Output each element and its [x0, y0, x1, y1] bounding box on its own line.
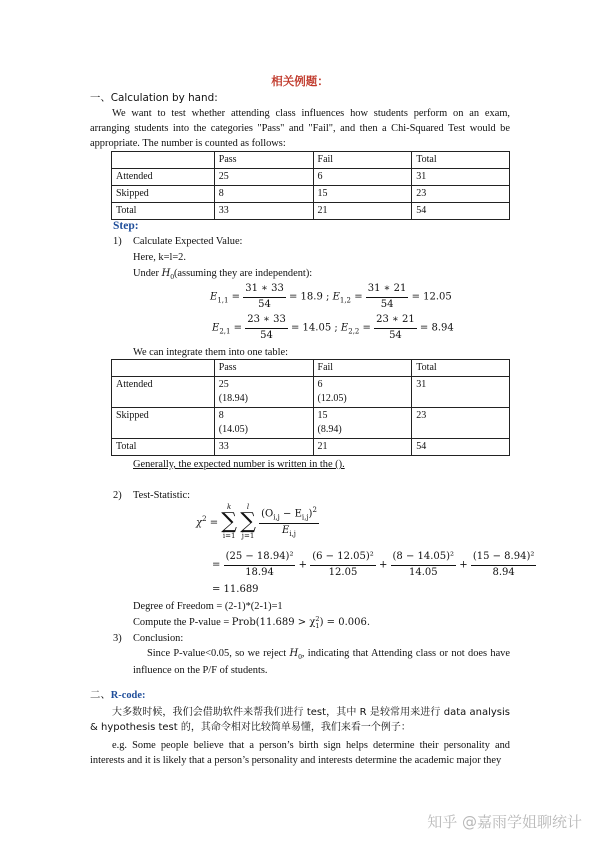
section2-para1: 大多数时候，我们会借助软件来帮我们进行 test，其中 R 是较常用来进行 data analysis & hypothesis test 的，其命令相对比较简单易懂，我们来看一个例子： — [90, 707, 510, 733]
table-cell: Attended — [112, 377, 215, 408]
table-cell: 6 (12.05) — [313, 377, 412, 408]
table-cell: 15 (8.94) — [313, 408, 412, 439]
table-cell: 33 — [214, 439, 313, 456]
table-cell: Skipped — [112, 186, 215, 203]
expected-eq-row1: $E_{1,1}$ = $\frac{31 ∗ 33}{54}$ = 18.9 ; $E_{1,2}$ = $\frac{31 ∗ 21}{54}$ = 12.05 — [210, 283, 452, 310]
integrate-text: We can integrate them into one table: — [133, 347, 288, 358]
page-title: 相关例题： — [271, 74, 329, 88]
table-cell: 25 — [214, 169, 313, 186]
step-label: Step: — [113, 220, 139, 232]
table-cell: Skipped — [112, 408, 215, 439]
section1-heading: 一、Calculation by hand: — [90, 92, 218, 104]
table-cell: 23 — [412, 408, 510, 439]
step2-heading: 2) Test-Statistic: — [113, 490, 190, 501]
table-cell: Total — [112, 203, 215, 220]
expected-eq-row2: $E_{2,1}$ = $\frac{23 ∗ 33}{54}$ = 14.05 ; $E_{2,2}$ = $\frac{23 ∗ 21}{54}$ = 8.94 — [212, 314, 454, 341]
table-cell: 21 — [313, 439, 412, 456]
expected-table — [111, 359, 510, 456]
p-value-line: Compute the P-value = Prob(11.689 > χ 2 1 ) = 0.006. — [133, 615, 371, 630]
table-cell: Pass — [214, 360, 313, 377]
chi-square-formula: $\chi^2$ = k ∑ i=1 l ∑ j=1 $\frac{(O_{i,j} - E_{i,j})^2}{E_{i,j}}$ — [196, 503, 317, 540]
watermark: 知乎 @嘉雨学姐聊统计 — [427, 813, 582, 832]
table-cell: 33 — [214, 203, 313, 220]
table-cell: 54 — [412, 439, 510, 456]
table-cell: Pass — [214, 152, 313, 169]
table-cell: 21 — [313, 203, 412, 220]
table-cell: 6 — [313, 169, 412, 186]
table-cell — [112, 152, 215, 169]
table-header-row — [112, 152, 510, 169]
table-cell: 8 (14.05) — [214, 408, 313, 439]
chi-square-result: = 11.689 — [212, 584, 259, 595]
step3-heading: 3) Conclusion: — [113, 633, 184, 644]
table-cell: Fail — [313, 360, 412, 377]
step1-heading: 1) Calculate Expected Value: — [113, 236, 243, 247]
table-cell: Attended — [112, 169, 215, 186]
table-cell: 25 (18.94) — [214, 377, 313, 408]
chi-square-expansion: = $\frac{\text{(25 − 18.94)²}}{18.94}$ + $\frac{\text{(6 − 12.05)²}}{12.05}$ + $\frac{\text{(8 − 14.05)²}}{14.05}$ + $\frac{\text{(15 − 8.94)²}}{8.94}$ — [212, 551, 535, 578]
observed-table — [111, 151, 510, 220]
table-row — [112, 377, 510, 408]
table-cell: 15 — [313, 186, 412, 203]
table-cell: 31 — [412, 377, 510, 408]
table-row — [112, 203, 510, 220]
table-cell: 31 — [412, 169, 510, 186]
table-cell: 23 — [412, 186, 510, 203]
conclusion-text: Since P-value<0.05, so we reject $H_0$, indicating that Attending class or not does have influence on the P/F of students. — [133, 648, 510, 676]
table-row — [112, 169, 510, 186]
table-row — [112, 439, 510, 456]
table-cell: Total — [412, 152, 510, 169]
table-cell: Fail — [313, 152, 412, 169]
table-cell: Total — [412, 360, 510, 377]
table-row — [112, 186, 510, 203]
section2-para2: e.g. Some people believe that a person’s birth sign helps determine their personality and interests and it is likely that a person’s personality and interests determine the academic major they — [90, 740, 510, 767]
table-cell: 8 — [214, 186, 313, 203]
section2-heading: 二、R-code: — [90, 689, 146, 701]
section1-intro: We want to test whether attending class influences how students perform on an exam, arranging students into the categories "Pass" and "Fail", and then a Chi-Squared Test would be appropriate. The number is counted as follows: — [90, 108, 510, 150]
table-header-row — [112, 360, 510, 377]
table-cell: Total — [112, 439, 215, 456]
step1-here: Here, k=l=2. — [133, 252, 186, 263]
step1-under: Under $H_0(assuming$ they are independent): — [133, 268, 313, 282]
table-cell — [112, 360, 215, 377]
degree-of-freedom: Degree of Freedom = (2-1)*(2-1)=1 — [133, 601, 283, 612]
expected-note: Generally, the expected number is written in the (). — [133, 459, 345, 470]
table-row — [112, 408, 510, 439]
table-cell: 54 — [412, 203, 510, 220]
